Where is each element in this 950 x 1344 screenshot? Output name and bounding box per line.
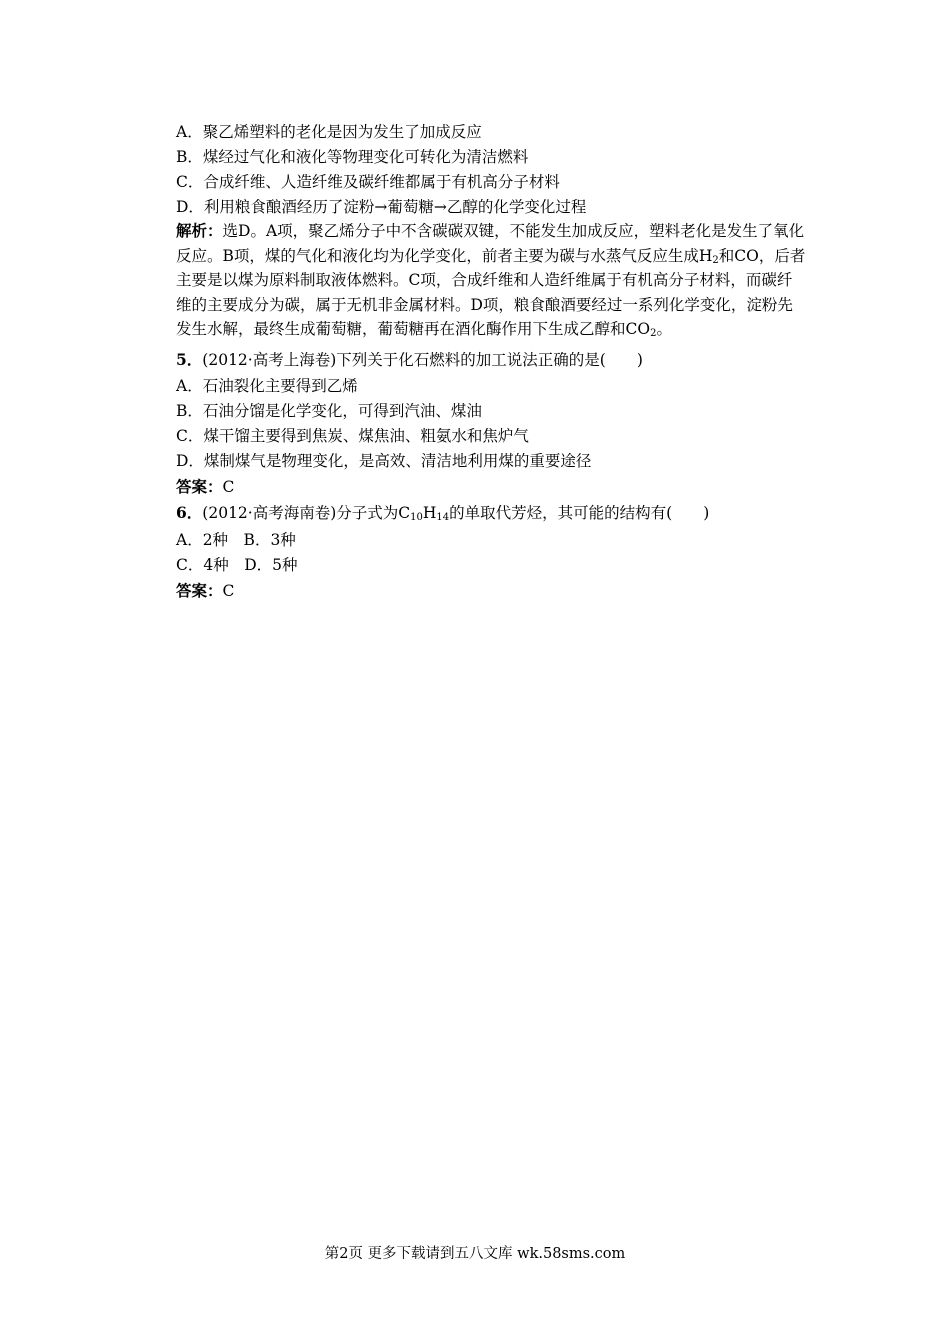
analysis-sub-2: 2 — [650, 328, 657, 339]
q6-stem — [176, 503, 709, 523]
q6-sub-h: 14 — [436, 512, 450, 523]
q4-option-c: C．合成纤维、人造纤维及碳纤维都属于有机高分子材料 — [176, 173, 560, 191]
q4-analysis — [176, 219, 806, 342]
q6-options-cd: C．4种 D．5种 — [176, 556, 298, 574]
q4-option-b: B．煤经过气化和液化等物理变化可转化为清洁燃料 — [176, 148, 529, 166]
q6-answer-label: 答案： — [176, 581, 223, 600]
q4-option-a: A．聚乙烯塑料的老化是因为发生了加成反应 — [176, 123, 482, 141]
q6-number: 6． — [176, 503, 203, 522]
q6-answer-value: C — [222, 582, 235, 600]
q5-option-c: C．煤干馏主要得到焦炭、煤焦油、粗氨水和焦炉气 — [176, 427, 529, 445]
q6-sub-c: 10 — [410, 512, 423, 523]
q6-stem-text-3: 的单取代芳烃，其可能的结构有( ) — [449, 504, 710, 522]
q5-answer-label: 答案： — [176, 477, 223, 496]
q6-source: (2012·高考海南卷) — [202, 504, 337, 522]
q5-option-a: A．石油裂化主要得到乙烯 — [176, 377, 358, 395]
q5-answer — [176, 477, 234, 497]
q6-answer — [176, 581, 234, 601]
analysis-text-3: 。 — [656, 320, 672, 338]
q5-answer-value: C — [222, 478, 235, 496]
q6-stem-text-1: 分子式为C — [336, 504, 411, 522]
analysis-label: 解析： — [176, 221, 223, 240]
q5-source: (2012·高考上海卷) — [202, 351, 337, 369]
q5-stem-text: 下列关于化石燃料的加工说法正确的是( ) — [336, 351, 643, 369]
analysis-sub-1: 2 — [712, 254, 719, 266]
q6-options-ab: A．2种 B．3种 — [176, 531, 296, 549]
q4-option-d: D．利用粮食酿酒经历了淀粉→葡萄糖→乙醇的化学变化过程 — [176, 198, 587, 216]
q6-stem-text-2: H — [422, 504, 437, 522]
q5-stem — [176, 350, 643, 370]
analysis-text-2: 和CO，后者主要是以煤为原料制取液体燃料。C项，合成纤维和人造纤维属于有机高分子材料，而碳纤维的主要成分为碳，属于无机非金属材料。D项，粮食酿酒要经过一系列化学变化，淀粉先发生水解，最终生成葡萄糖，葡萄糖再在酒化酶作用下生成乙醇和CO — [176, 246, 806, 338]
analysis-text-1: 选D。A项，聚乙烯分子中不含碳碳双键，不能发生加成反应，塑料老化是发生了氧化反应。B项，煤的气化和液化均为化学变化，前者主要为碳与水蒸气反应生成H — [176, 222, 805, 265]
q5-number: 5． — [176, 350, 203, 369]
q5-option-b: B．石油分馏是化学变化，可得到汽油、煤油 — [176, 402, 482, 420]
q5-option-d: D．煤制煤气是物理变化，是高效、清洁地利用煤的重要途径 — [176, 452, 592, 470]
page-footer: 第2页 更多下载请到五八文库 wk.58sms.com — [324, 1246, 626, 1262]
